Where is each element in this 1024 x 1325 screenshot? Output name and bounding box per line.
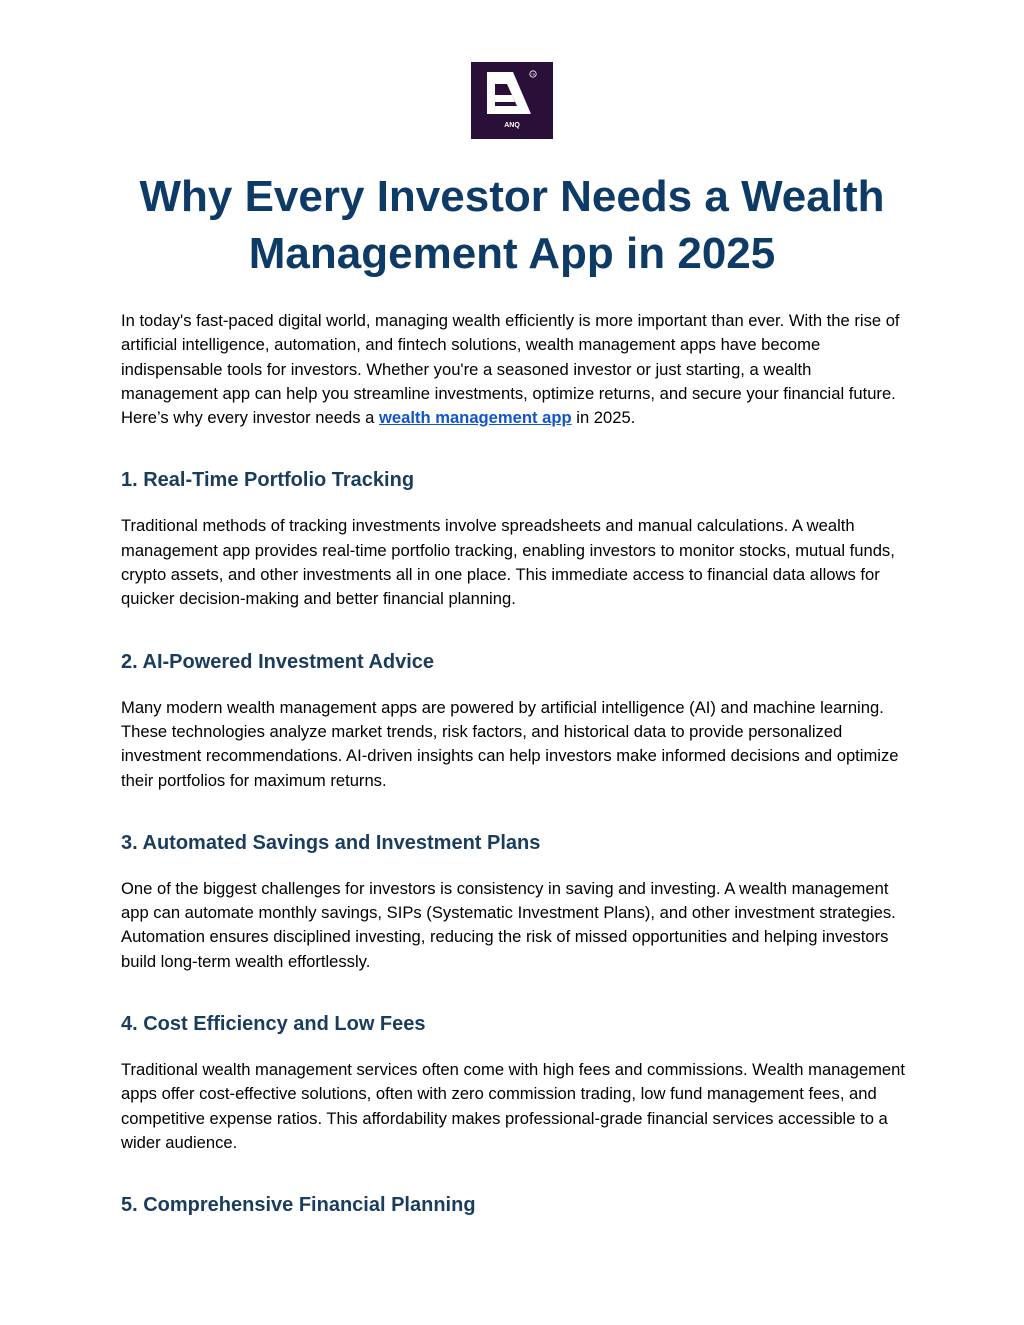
- section-heading-cost-efficiency: 4. Cost Efficiency and Low Fees: [121, 1013, 426, 1036]
- section-body-ai-advice: Many modern wealth management apps are powered by artificial intelligence (AI) and machine learning. These technologies analyze market trends, risk factors, and historical data to provide personalized investment recommendations. AI-driven insights can help investors make informed decisions and optimize their portfolios for maximum returns.: [121, 697, 899, 790]
- article-body: [121, 309, 905, 1239]
- intro-text-end: in 2025.: [571, 408, 636, 428]
- wealth-management-app-link[interactable]: wealth management app: [378, 408, 572, 428]
- section-heading-ai-advice: 2. AI-Powered Investment Advice: [121, 650, 435, 673]
- logo-badge: TM: [531, 73, 535, 77]
- page-title: Why Every Investor Needs a Wealth Management App in 2025: [139, 172, 885, 278]
- logo-text: ANQ: [504, 122, 520, 129]
- anq-logo-icon: [471, 62, 553, 139]
- anq-logo: [471, 62, 553, 139]
- section-body-cost-efficiency: Traditional wealth management services often come with high fees and commissions. Wealth management apps offer cost-effective solutions, often with zero commission trading, low fund management fees, and competitive expense ratios. This affordability makes professional-grade financial services accessible to a wider audience.: [121, 1060, 905, 1152]
- section-heading-portfolio-tracking: 1. Real-Time Portfolio Tracking: [121, 469, 415, 492]
- section-heading-financial-planning: 5. Comprehensive Financial Planning: [121, 1194, 476, 1217]
- intro-paragraph: [121, 309, 905, 430]
- section-body-automated-savings: One of the biggest challenges for investors is consistency in saving and investing. A wealth management app can automate monthly savings, SIPs (Systematic Investment Plans), and other investment strategies. Automation ensures disciplined investing, reducing the risk of missed opportunities and helping investors build long-term wealth effortlessly.: [121, 878, 896, 971]
- section-body-portfolio-tracking: Traditional methods of tracking investments involve spreadsheets and manual calculations. A wealth management app provides real-time portfolio tracking, enabling investors to monitor stocks, mutual funds, crypto assets, and other investments all in one place. This immediate access to financial data allows for quicker decision-making and better financial planning.: [121, 516, 895, 609]
- section-heading-automated-savings: 3. Automated Savings and Investment Plans: [121, 831, 541, 854]
- intro-text: In today's fast-paced digital world, managing wealth efficiently is more important than ever. With the rise of artificial intelligence, automation, and fintech solutions, wealth management apps have become indispensable tools for investors. Whether you're a seasoned investor or just starting, a wealth management app can help you streamline investments, optimize returns, and secure your financial future. Here’s why every investor needs a: [121, 311, 900, 428]
